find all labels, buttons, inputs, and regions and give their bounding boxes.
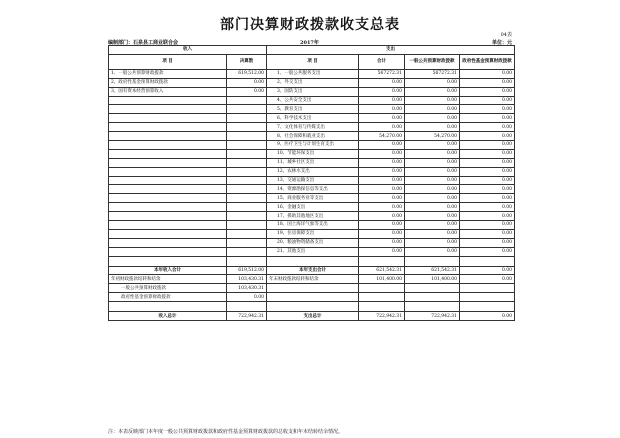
table-row: [109, 176, 515, 185]
income-label: 3、国有资本经营预算收入: [109, 87, 227, 96]
table-row: [109, 69, 515, 78]
expense-general: 0.00: [405, 96, 460, 105]
income-label: 2、政府性基金预算财政拨款: [109, 78, 227, 87]
empty-cell: [109, 229, 227, 238]
expense-general: 567272.31: [405, 69, 460, 78]
empty-cell: [227, 132, 267, 141]
empty-cell: [109, 194, 227, 203]
col-budget: 决算数: [227, 54, 267, 69]
expense-fund: 0.00: [460, 123, 515, 132]
income-value: 0.00: [227, 87, 267, 96]
table-row: [109, 114, 515, 123]
empty-cell: [109, 114, 227, 123]
expense-label: 19、住房保障支出: [267, 229, 359, 238]
expense-general: 0.00: [405, 194, 460, 203]
currency-label: 单位：元: [491, 40, 512, 46]
empty-cell: [227, 96, 267, 105]
empty-cell: [227, 114, 267, 123]
expenditure-header: 支出: [267, 46, 515, 55]
exp-total-label: 本年支出合计: [267, 266, 359, 275]
grand-exp-label: 支出总计: [267, 312, 359, 321]
col-general: 一般公共预算财政拨款: [405, 54, 460, 69]
grand-exp-fund: 0.00: [460, 312, 515, 321]
sub1-label: 一般公共预算财政拨款: [109, 284, 227, 293]
empty-cell: [109, 105, 227, 114]
expense-fund: 0.00: [460, 96, 515, 105]
carry-out-fund: 0.00: [460, 275, 515, 284]
expense-label: 10、节能环保支出: [267, 149, 359, 158]
expense-general: 0.00: [405, 149, 460, 158]
empty-cell: [227, 176, 267, 185]
expense-label: 15、商业服务业等支出: [267, 194, 359, 203]
empty-cell: [109, 212, 227, 221]
expense-label: 12、农林水支出: [267, 167, 359, 176]
exp-total-general: 621,542.31: [405, 266, 460, 275]
table-row: [109, 247, 515, 256]
expense-fund: 0.00: [460, 141, 515, 150]
expense-general: 0.00: [405, 87, 460, 96]
expense-total: 0.00: [359, 212, 405, 221]
empty-cell: [109, 176, 227, 185]
expense-label: 7、文化体育与传媒支出: [267, 123, 359, 132]
expense-label: 1、一般公共服务支出: [267, 69, 359, 78]
carry-in: 103,430.31: [227, 275, 267, 284]
expense-total: 0.00: [359, 96, 405, 105]
expense-general: 0.00: [405, 78, 460, 87]
table-row: [109, 141, 515, 150]
expense-general: 0.00: [405, 238, 460, 247]
expense-label: 9、医疗卫生与计划生育支出: [267, 141, 359, 150]
empty-cell: [109, 158, 227, 167]
expense-general: 0.00: [405, 176, 460, 185]
expense-fund: 0.00: [460, 69, 515, 78]
empty-cell: [227, 194, 267, 203]
table-row: [109, 185, 515, 194]
table-row: [109, 96, 515, 105]
expense-fund: 0.00: [460, 229, 515, 238]
expense-general: 0.00: [405, 158, 460, 167]
expense-total: 0.00: [359, 221, 405, 230]
page-title: 部门决算财政拨款收支总表: [220, 17, 400, 33]
carry-out: 101,400.00: [359, 275, 405, 284]
empty-cell: [227, 203, 267, 212]
col-item: 项 目: [109, 54, 227, 69]
expense-total: 0.00: [359, 167, 405, 176]
table-row: [109, 203, 515, 212]
col-total: 合计: [359, 54, 405, 69]
table-row: [109, 158, 515, 167]
empty-cell: [227, 149, 267, 158]
expense-label: 6、科学技术支出: [267, 114, 359, 123]
expense-label: 20、粮油物资储备支出: [267, 238, 359, 247]
sub1-value: 103,430.31: [227, 284, 267, 293]
expense-fund: 0.00: [460, 176, 515, 185]
unit-label: 编制部门：石泉县工商业联合会: [108, 40, 179, 46]
table-row: [109, 221, 515, 230]
expense-total: 0.00: [359, 114, 405, 123]
expense-fund: 0.00: [460, 78, 515, 87]
empty-cell: [227, 158, 267, 167]
expense-general: 0.00: [405, 114, 460, 123]
expense-label: 17、援助其他地区支出: [267, 212, 359, 221]
expense-general: 54,270.00: [405, 132, 460, 141]
expense-total: 0.00: [359, 87, 405, 96]
empty-cell: [227, 229, 267, 238]
exp-total-fund: 0.00: [460, 266, 515, 275]
expense-label: 8、社会保障和就业支出: [267, 132, 359, 141]
summary-table: [108, 45, 515, 321]
grand-income: 722,942.31: [227, 312, 267, 321]
expense-total: 0.00: [359, 185, 405, 194]
income-label: 1、一般公共预算财政拨款: [109, 69, 227, 78]
expense-general: 0.00: [405, 123, 460, 132]
expense-label: 4、公共安全支出: [267, 96, 359, 105]
carry-out-general: 101,400.00: [405, 275, 460, 284]
expense-fund: 0.00: [460, 105, 515, 114]
expense-fund: 0.00: [460, 149, 515, 158]
expense-general: 0.00: [405, 167, 460, 176]
expense-fund: 0.00: [460, 238, 515, 247]
expense-general: 0.00: [405, 212, 460, 221]
sub2-value: 0.00: [227, 293, 267, 302]
empty-cell: [227, 212, 267, 221]
expense-fund: 0.00: [460, 132, 515, 141]
expense-total: 0.00: [359, 78, 405, 87]
expense-total: 0.00: [359, 123, 405, 132]
empty-cell: [227, 247, 267, 256]
form-code: 04表: [500, 32, 512, 38]
carry-in-label: 年初财政拨款结转和结余: [109, 275, 227, 284]
expense-fund: 0.00: [460, 185, 515, 194]
expense-total: 0.00: [359, 238, 405, 247]
expense-total: 567272.31: [359, 69, 405, 78]
footnote: 注：本表反映部门本年度一般公共预算财政拨款和政府性基金预算财政拨款的总收支和年末结转结余情况。: [108, 429, 344, 435]
carry-out-label: 年末财政拨款结转和结余: [267, 275, 359, 284]
empty-cell: [109, 123, 227, 132]
col-item2: 项 目: [267, 54, 359, 69]
empty-cell: [109, 132, 227, 141]
expense-general: 0.00: [405, 185, 460, 194]
empty-cell: [109, 247, 227, 256]
expense-label: 13、交通运输支出: [267, 176, 359, 185]
empty-cell: [109, 141, 227, 150]
empty-cell: [227, 167, 267, 176]
expense-fund: 0.00: [460, 203, 515, 212]
empty-cell: [109, 221, 227, 230]
expense-total: 0.00: [359, 229, 405, 238]
empty-cell: [227, 123, 267, 132]
expense-total: 0.00: [359, 194, 405, 203]
exp-total: 621,542.31: [359, 266, 405, 275]
table-row: [109, 123, 515, 132]
empty-cell: [227, 141, 267, 150]
expense-general: 0.00: [405, 105, 460, 114]
expense-total: 0.00: [359, 247, 405, 256]
empty-cell: [109, 167, 227, 176]
table-row: [109, 87, 515, 96]
expense-fund: 0.00: [460, 247, 515, 256]
empty-cell: [227, 221, 267, 230]
expense-total: 0.00: [359, 141, 405, 150]
empty-cell: [109, 96, 227, 105]
grand-exp-general: 722,942.31: [405, 312, 460, 321]
expense-label: 18、国土海洋气象等支出: [267, 221, 359, 230]
empty-cell: [227, 238, 267, 247]
income-total-label: 本年收入合计: [109, 266, 227, 275]
expense-fund: 0.00: [460, 167, 515, 176]
expense-label: 16、金融支出: [267, 203, 359, 212]
table-row: [109, 212, 515, 221]
expense-fund: 0.00: [460, 212, 515, 221]
empty-cell: [109, 149, 227, 158]
table-row: [109, 105, 515, 114]
empty-cell: [109, 185, 227, 194]
table-row: [109, 194, 515, 203]
expense-total: 0.00: [359, 149, 405, 158]
col-fund: 政府性基金预算财政拨款: [460, 54, 515, 69]
grand-income-label: 收入总计: [109, 312, 227, 321]
expense-fund: 0.00: [460, 87, 515, 96]
expense-total: 0.00: [359, 176, 405, 185]
income-value: 0.00: [227, 78, 267, 87]
table-row: [109, 167, 515, 176]
expense-fund: 0.00: [460, 114, 515, 123]
expense-total: 0.00: [359, 105, 405, 114]
year-label: 2017年: [300, 40, 319, 46]
expense-total: 0.00: [359, 158, 405, 167]
income-total: 619,512.00: [227, 266, 267, 275]
empty-cell: [227, 185, 267, 194]
empty-cell: [109, 203, 227, 212]
expense-label: 2、外交支出: [267, 78, 359, 87]
empty-cell: [227, 105, 267, 114]
expense-total: 54,270.00: [359, 132, 405, 141]
table-row: [109, 149, 515, 158]
expense-label: 11、城乡社区支出: [267, 158, 359, 167]
expense-general: 0.00: [405, 221, 460, 230]
table-row: [109, 132, 515, 141]
expense-general: 0.00: [405, 247, 460, 256]
empty-cell: [109, 238, 227, 247]
expense-fund: 0.00: [460, 221, 515, 230]
expense-general: 0.00: [405, 203, 460, 212]
expense-label: 3、国防支出: [267, 87, 359, 96]
income-value: 619,512.00: [227, 69, 267, 78]
expense-general: 0.00: [405, 141, 460, 150]
table-row: [109, 78, 515, 87]
sub2-label: 政府性基金预算财政拨款: [109, 293, 227, 302]
expense-label: 14、资源勘探信息等支出: [267, 185, 359, 194]
expense-label: 5、教育支出: [267, 105, 359, 114]
expense-general: 0.00: [405, 229, 460, 238]
expense-fund: 0.00: [460, 158, 515, 167]
table-row: [109, 229, 515, 238]
expense-total: 0.00: [359, 203, 405, 212]
grand-exp: 722,942.31: [359, 312, 405, 321]
income-header: 收入: [109, 46, 267, 55]
table-row: [109, 238, 515, 247]
expense-fund: 0.00: [460, 194, 515, 203]
expense-label: 21、其他支出: [267, 247, 359, 256]
